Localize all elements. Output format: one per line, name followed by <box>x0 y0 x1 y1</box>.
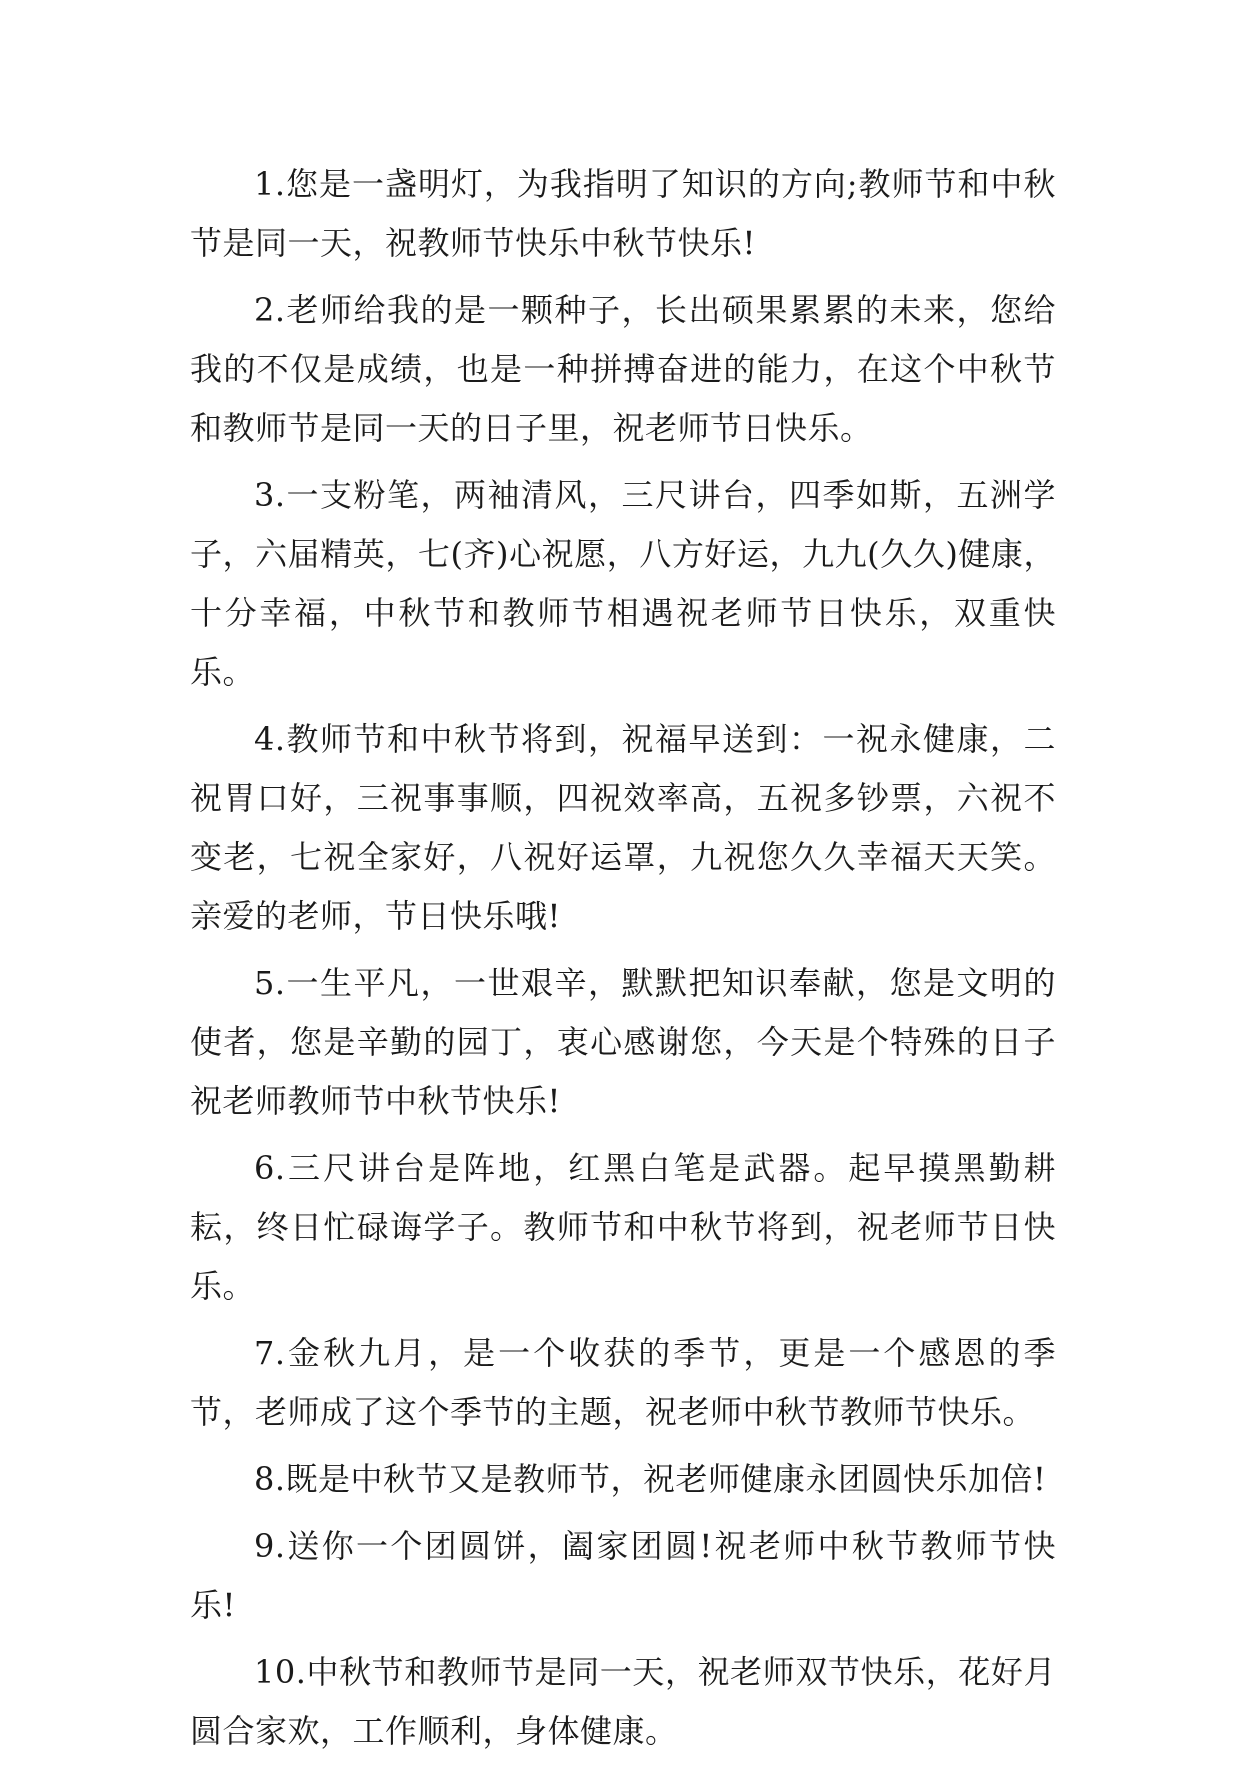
wish-paragraph-9: 9.送你一个团圆饼，阖家团圆!祝老师中秋节教师节快乐! <box>190 1527 1056 1624</box>
wish-paragraph-3: 3.一支粉笔，两袖清风，三尺讲台，四季如斯，五洲学子，六届精英，七(齐)心祝愿，八方好运，九九(久久)健康，十分幸福，中秋节和教师节相遇祝老师节日快乐，双重快乐。 <box>190 476 1056 691</box>
wish-paragraph-7: 7.金秋九月，是一个收获的季节，更是一个感恩的季节，老师成了这个季节的主题，祝老师中秋节教师节快乐。 <box>190 1334 1056 1431</box>
wish-paragraph-8: 8.既是中秋节又是教师节，祝老师健康永团圆快乐加倍! <box>254 1460 1047 1498</box>
wish-paragraph-1: 1.您是一盏明灯，为我指明了知识的方向;教师节和中秋节是同一天，祝教师节快乐中秋节快乐! <box>190 165 1056 262</box>
wish-paragraph-4: 4.教师节和中秋节将到，祝福早送到：一祝永健康，二祝胃口好，三祝事事顺，四祝效率高，五祝多钞票，六祝不变老，七祝全家好，八祝好运罩，九祝您久久幸福天天笑。亲爱的老师，节日快乐哦! <box>190 720 1056 935</box>
wish-paragraph-10: 10.中秋节和教师节是同一天，祝老师双节快乐，花好月圆合家欢，工作顺利，身体健康。 <box>190 1653 1056 1750</box>
wish-paragraph-5: 5.一生平凡，一世艰辛，默默把知识奉献，您是文明的使者，您是辛勤的园丁，衷心感谢您，今天是个特殊的日子祝老师教师节中秋节快乐! <box>190 964 1056 1120</box>
wish-paragraph-2: 2.老师给我的是一颗种子，长出硕果累累的未来，您给我的不仅是成绩，也是一种拼搏奋进的能力，在这个中秋节和教师节是同一天的日子里，祝老师节日快乐。 <box>190 291 1056 447</box>
wish-paragraph-6: 6.三尺讲台是阵地，红黑白笔是武器。起早摸黑勤耕耘，终日忙碌诲学子。教师节和中秋节将到，祝老师节日快乐。 <box>190 1149 1056 1305</box>
document-body <box>190 155 1056 1769</box>
